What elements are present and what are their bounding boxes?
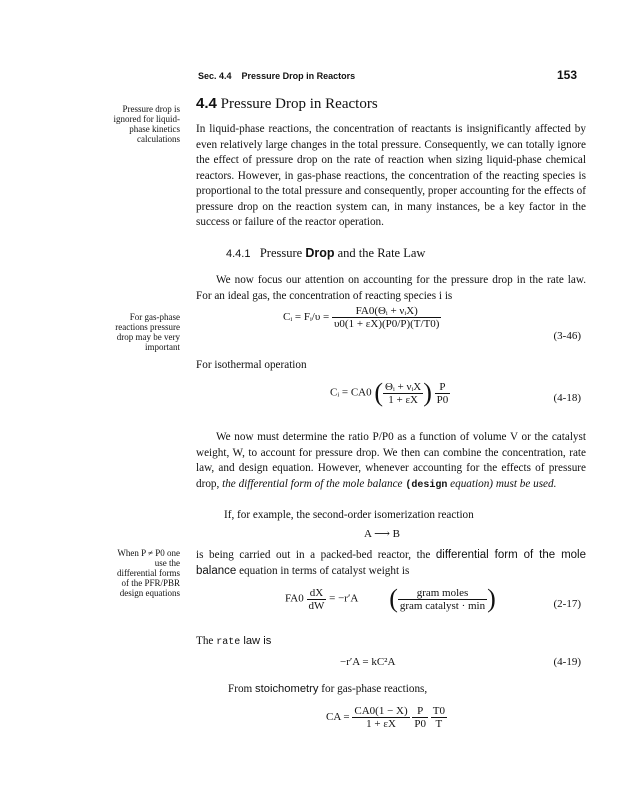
subsection-heading <box>226 246 616 263</box>
page-number: 153 <box>556 68 577 82</box>
equation-3-46 <box>283 305 441 330</box>
paragraph-3 <box>196 430 586 493</box>
eq-lhs: CA = <box>326 711 350 724</box>
equation-label: (4-18) <box>553 392 581 404</box>
equation-ca <box>326 705 447 730</box>
para3-design: (design <box>405 479 448 491</box>
equation-2-17: FA0 $\frac{dX}{dW}$ = −r′A ( $\frac{\text{gram moles}}{\text{gram catalyst · min}}$ ) <box>285 584 496 613</box>
eq-pressure-ratio <box>435 381 451 406</box>
eq-denominator: T <box>431 717 447 730</box>
header-title: Pressure Drop in Reactors <box>241 71 356 81</box>
margin-line: reactions pressure <box>115 322 180 332</box>
eq-rhs: = −r′A <box>329 592 358 605</box>
equation-4-18: Cᵢ = CA0 ( $\frac{\text{Θᵢ + νᵢX}}{1 + \varepsilon X}$ ) $\frac{P}{P0}$ <box>330 378 449 407</box>
section-heading <box>196 96 586 113</box>
subsection-number: 4.4.1 <box>226 248 251 260</box>
equation-4-19: −r′A = kC²A <box>340 656 396 668</box>
equation-label: (3-46) <box>553 330 581 342</box>
stoich-text: From <box>228 683 256 695</box>
eq-fraction <box>383 381 423 406</box>
rate-text: law is <box>240 635 272 647</box>
equation-label: (2-17) <box>553 598 581 610</box>
stoich-emphasis: stoichometry <box>255 683 319 695</box>
margin-line: phase kinetics <box>129 124 180 134</box>
paragraph-1: In liquid-phase reactions, the concentration of reactants is insignificantly affected by even relatively large changes in the total pressure. Consequently, we can totally ignore the effect of pressure drop on the rate of reaction when sizing liquid-phase chemical reactors. However, in gas-phase reactions, the concentration of the reacting species is proportional to the total pressure and consequently, proper accounting for the effects of pressure drop on the reaction system can, in many instances, be a key factor in the success or failure of the reactor operation. <box>196 123 586 228</box>
rate-law-label <box>196 634 586 651</box>
margin-line: For gas-phase <box>129 312 180 322</box>
eq-pressure-ratio <box>412 705 428 730</box>
para3-emphasis: equation) must be used. <box>450 477 557 490</box>
eq-numerator: Θᵢ + νᵢX <box>385 380 422 393</box>
section-number: 4.4 <box>196 95 217 112</box>
eq-denominator: υ0(1 + εX)(P0/P)(T/T0) <box>333 318 440 330</box>
para5-text: is being carried out in a packed-bed reactor, the <box>196 549 436 561</box>
reaction: A ⟶ B <box>364 528 400 540</box>
eq-numerator: P <box>417 705 424 717</box>
eq-denominator: 1 + εX <box>383 393 423 406</box>
paragraph-5 <box>196 548 586 579</box>
eq-temperature-ratio <box>431 705 447 730</box>
subsection-title-bold: Drop <box>305 246 335 260</box>
rate-text: The <box>196 635 217 647</box>
eq-lhs: FA0 <box>285 592 304 605</box>
para3-text: We now must determine the ratio P/P0 as a function of volume V or the catalyst weight, W, to account for pressure drop. We then can combine the concentration, rate law, and design equation. However, whenever accounting for the effects of pressure drop, <box>196 431 586 490</box>
margin-line: ignored for liquid- <box>113 114 180 124</box>
eq-derivative <box>307 587 327 612</box>
margin-line: calculations <box>137 134 180 144</box>
running-header <box>198 71 355 81</box>
eq-denominator: dW <box>308 599 325 612</box>
eq-lhs: Cᵢ = Fᵢ/υ = <box>283 311 330 324</box>
subsection-title-part: Pressure <box>259 246 306 260</box>
stoichiometry-label <box>228 682 618 698</box>
margin-line: Pressure drop is <box>122 104 180 114</box>
margin-note-differential <box>100 548 180 598</box>
para3-emphasis: the differential form of the mole balance <box>222 477 403 490</box>
margin-line: differential forms <box>116 568 180 578</box>
eq-numerator: dX <box>309 586 324 599</box>
eq-denominator: 1 + εX <box>352 717 409 730</box>
eq-numerator: T0 <box>432 705 446 717</box>
margin-line: drop may be very <box>116 332 180 342</box>
eq-numerator: P <box>439 380 446 393</box>
margin-note-gas <box>100 312 180 352</box>
margin-line: of the PFR/PBR <box>121 578 180 588</box>
para5-emphasis: differential form of the mole balance <box>196 549 587 577</box>
eq-numerator: CA0(1 − X) <box>354 705 408 717</box>
rate-text: rate <box>216 637 241 648</box>
subsection-title-part: and the Rate Law <box>334 246 426 260</box>
eq-units <box>398 587 487 612</box>
eq-numerator: FA0(Θᵢ + νᵢX) <box>355 305 418 317</box>
margin-line: use the <box>154 558 180 568</box>
eq-denominator: gram catalyst · min <box>399 599 486 612</box>
stoich-text: for gas-phase reactions, <box>318 683 428 695</box>
paragraph-2: We now focus our attention on accounting for the pressure drop in the rate law. For an ideal gas, the concentration of reacting species i is <box>196 274 586 302</box>
eq-denominator: P0 <box>414 718 427 730</box>
section-title: Pressure Drop in Reactors <box>220 96 378 112</box>
eq-fraction <box>332 305 441 330</box>
margin-line: design equations <box>119 588 180 598</box>
margin-line: When P ≠ P0 one <box>117 548 180 558</box>
header-section: Sec. 4.4 <box>198 71 232 81</box>
eq-denominator: P0 <box>436 393 449 406</box>
eq-lhs: Cᵢ = CA0 <box>330 386 372 399</box>
para5-text: equation in terms of catalyst weight is <box>236 564 410 577</box>
margin-line: important <box>145 342 180 352</box>
equation-label: (4-19) <box>553 656 581 668</box>
eq-fraction <box>352 705 409 730</box>
eq-numerator: gram moles <box>416 586 469 599</box>
paragraph-4: If, for example, the second-order isomerization reaction <box>224 509 474 521</box>
isothermal-label: For isothermal operation <box>196 359 307 371</box>
margin-note-liquid <box>100 104 180 144</box>
